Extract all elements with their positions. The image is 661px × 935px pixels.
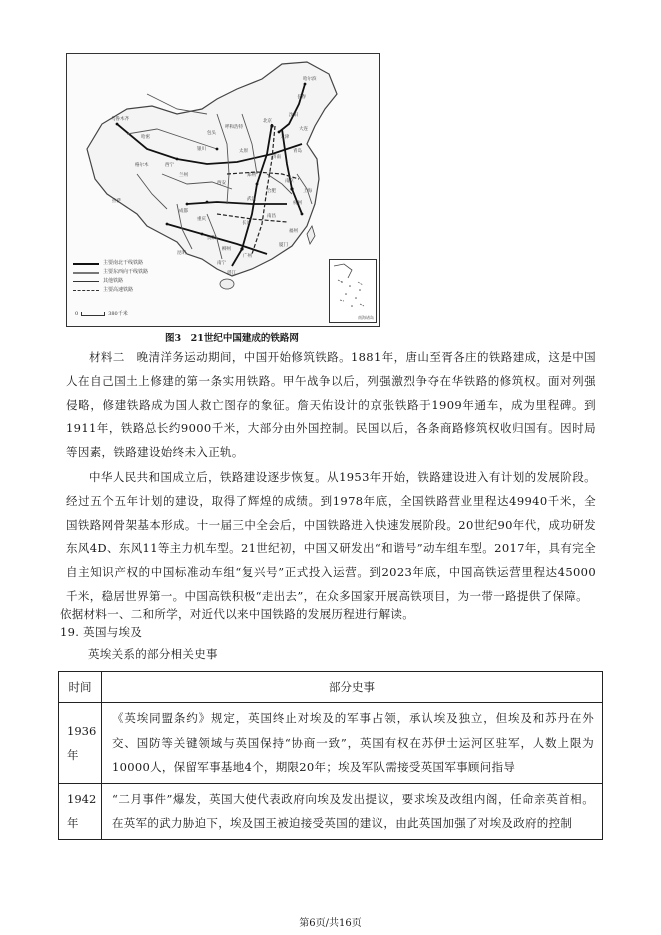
city-label: 重庆 [197, 217, 206, 222]
scale-label: 380千米 [108, 311, 128, 317]
city-label: 西安 [217, 181, 226, 186]
city-label: 西宁 [165, 163, 174, 168]
city-label: 合肥 [267, 189, 276, 194]
city-label: 昆明 [177, 251, 186, 256]
city-label: 大连 [299, 127, 308, 132]
city-label: 南京 [285, 179, 294, 184]
city-label: 天津 [280, 135, 289, 140]
figure-caption: 图3 21世纪中国建成的铁路网 [165, 333, 299, 344]
material2-paragraph-1: 材料二 晚清洋务运动期间，中国开始修筑铁路。1881年，唐山至胥各庄的铁路建成，这是中国人在自己国土上修建的第一条实用铁路。甲午战争以后，列强激烈争夺在华铁路的修筑权。面对列强侵略，修建铁路成为国人救亡图存的象征。詹天佑设计的京张铁路于1909年通车，成为里程碑。到1911年，铁路总长约9000千米，大部分由外国控制。民国以后，各条商路修筑权收归国有。因时局等因素，铁路建设始终未入正轨。 [66, 350, 596, 460]
city-label: 沈阳 [289, 113, 298, 118]
taiwan-island [307, 226, 315, 244]
scale-bar [81, 312, 105, 316]
city-label: 青岛 [293, 149, 302, 154]
city-label: 太原 [239, 149, 248, 154]
legend-label: 其他铁路 [103, 278, 124, 284]
city-label: 银川 [197, 147, 206, 152]
city-label: 柳州 [222, 247, 231, 252]
city-label: 格尔木 [135, 163, 149, 168]
city-label: 济南 [272, 155, 281, 160]
city-label: 成都 [179, 209, 188, 214]
city-label: 长春 [297, 95, 306, 100]
material2-paragraph-2: 中华人民共和国成立后，铁路建设逐步恢复。从1953年开始，铁路建设进入有计划的发展阶段。经过五个五年计划的建设，取得了辉煌的成绩。到1978年底，全国铁路营业里程达49940千米，全国铁路网骨架基本形成。十一届三中全会后，中国铁路进入快速发展阶段。20世纪90年代，成功研发东风4D、东风11等主力机车型。21世纪初，中国又研发出“和谐号”动车组车型。2017年，具有完全自主知识产权的中国标准动车组“复兴号”正式投入运营。到2023年底，中国高铁运营里程达45000千米，稳居世界第一。中国高铁积极“走出去”，在众多国家开展高铁项目，为一带一路提供了保障。 [66, 470, 596, 603]
city-label: 乌鲁木齐 [111, 117, 129, 122]
city-label: 杭州 [293, 201, 302, 206]
inset-map [330, 260, 376, 322]
table-row [59, 703, 603, 784]
city-label: 武汉 [247, 197, 256, 202]
row-year: 1942年 [59, 783, 102, 839]
header-time: 时间 [59, 672, 102, 703]
row-year: 1936年 [59, 703, 102, 784]
table-title: 英埃关系的部分相关史事 [88, 647, 218, 661]
city-label: 上海 [303, 189, 312, 194]
events-table [58, 671, 603, 840]
city-label: 福州 [289, 229, 298, 234]
legend-label: 主要高速铁路 [103, 287, 134, 293]
city-label: 拉萨 [112, 199, 121, 204]
city-label: 湛江 [227, 271, 236, 276]
map-scale: 0 380千米 [75, 310, 128, 317]
city-label: 包头 [207, 131, 216, 136]
header-events: 部分史事 [102, 672, 603, 703]
city-label: 南宁 [217, 261, 226, 266]
city-label: 哈尔滨 [303, 77, 317, 82]
city-label: 贵阳 [207, 236, 216, 241]
table-header-row [59, 672, 603, 703]
city-label: 北京 [263, 119, 272, 124]
city-label: 厦门 [279, 243, 288, 248]
question-18-prompt: 依据材料一、二和所学，对近代以来中国铁路的发展历程进行解读。 [60, 607, 414, 621]
hainan-island [220, 279, 234, 289]
legend-swatch-other [73, 281, 99, 282]
city-label: 呼和浩特 [225, 125, 243, 130]
row-text: 《英埃同盟条约》规定，英国终止对埃及的军事占领，承认埃及独立，但埃及和苏丹在外交、国防等关键领域与英国保持“协商一致”，英国有权在苏伊士运河区驻军，人数上限为10000人，保留军事基地4个，期限20年；埃及军队需接受英国军事顾问指导 [102, 703, 603, 784]
city-label: 兰州 [179, 173, 188, 178]
railway-map-figure [66, 53, 380, 327]
map-legend [73, 259, 148, 295]
row-text: “二月事件”爆发，英国大使代表政府向埃及发出提议，要求埃及改组内阁，任命亲英首相。在英军的武力胁迫下，埃及国王被迫接受英国的建议，由此英国加强了对埃及政府的控制 [102, 783, 603, 839]
city-label: 郑州 [247, 173, 256, 178]
city-label: 哈密 [141, 135, 150, 140]
city-label: 长沙 [242, 221, 251, 226]
legend-swatch-hsr [73, 290, 99, 291]
legend-swatch-ew [73, 272, 99, 274]
south-china-sea-inset [329, 259, 377, 323]
table-row [59, 783, 603, 839]
inset-label: 南海诸岛 [358, 315, 374, 320]
legend-label: 主要南北干线铁路 [103, 260, 144, 266]
city-label: 广州 [243, 254, 252, 259]
city-label: 南昌 [267, 214, 276, 219]
question-19-title: 19. 英国与埃及 [60, 625, 143, 639]
legend-label: 主要东西向干线铁路 [103, 269, 149, 275]
legend-swatch-ns [73, 263, 99, 265]
page-number: 第6页/共16页 [299, 918, 362, 929]
